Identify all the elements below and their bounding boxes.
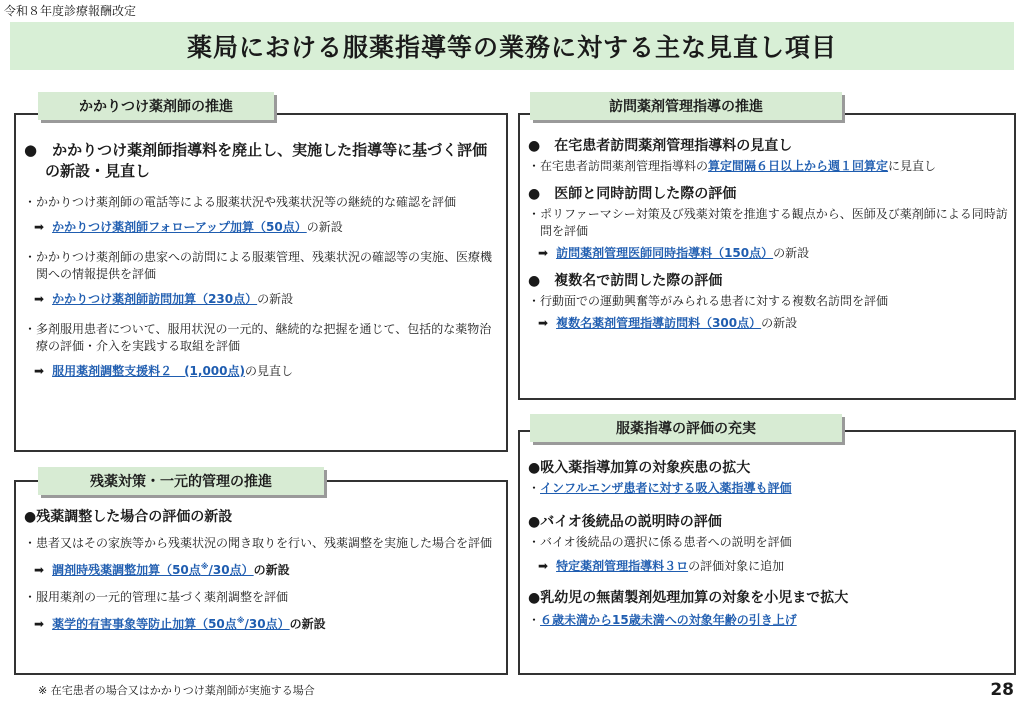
fee-link[interactable]: 算定間隔６日以上から週１回算定	[708, 159, 889, 173]
item-description: ・患者又はその家族等から残薬状況の聞き取りを行い、残薬調整を実施した場合を評価	[24, 536, 493, 550]
arrow-icon: ➡	[34, 364, 45, 378]
fukuyaku-section	[528, 513, 1010, 575]
section-description: ・ポリファーマシー対策及び残薬対策を推進する観点から、医師及び薬剤師による同時訪問を評価	[528, 207, 1008, 238]
houmon-tab: 訪問薬剤管理指導の推進	[530, 92, 842, 120]
section-description: ・バイオ後続品の選択に係る患者への説明を評価	[528, 535, 792, 549]
zanyaku-tab: 残薬対策・一元的管理の推進	[38, 467, 324, 495]
item-description: ・多剤服用患者について、服用状況の一元的、継続的な把握を通じて、包括的な薬物治療の評価・介入を実践する取組を評価	[24, 322, 492, 353]
kakaritsuke-heading: ● かかりつけ薬剤師指導料を廃止し、実施した指導等に基づく評価の新設・見直し	[24, 141, 488, 180]
fee-link[interactable]: かかりつけ薬剤師訪問加算（230点）	[52, 292, 258, 306]
fee-suffix: の新設	[289, 617, 326, 631]
fukuyaku-section	[528, 589, 1010, 629]
section-heading: ●乳幼児の無菌製剤処理加算の対象を小児まで拡大	[528, 590, 849, 606]
item-result	[24, 612, 500, 633]
fee-link[interactable]: ６歳未満から15歳未満への対象年齢の引き上げ	[540, 613, 797, 627]
item-result	[24, 362, 500, 380]
section-heading: ● 複数名で訪問した際の評価	[528, 273, 723, 289]
arrow-icon: ➡	[34, 292, 45, 306]
houmon-section	[528, 137, 1010, 175]
fee-suffix: の評価対象に追加	[688, 559, 785, 573]
item-description: ・かかりつけ薬剤師の患家への訪問による服薬管理、残薬状況の確認等の実施、医療機関への情報提供を評価	[24, 250, 493, 281]
revision-year-label: 令和８年度診療報酬改定	[4, 4, 137, 18]
item-result	[528, 314, 1010, 332]
fukuyaku-section	[528, 459, 1010, 497]
item-description: ・かかりつけ薬剤師の電話等による服薬状況や残薬状況等の継続的な確認を評価	[24, 195, 457, 209]
kakaritsuke-item	[24, 321, 500, 380]
section-heading: ● 医師と同時訪問した際の評価	[528, 186, 737, 202]
fee-suffix: の新設	[257, 292, 294, 306]
zanyaku-heading: ●残薬調整した場合の評価の新設	[24, 509, 233, 525]
item-result	[24, 290, 500, 308]
fee-link[interactable]: かかりつけ薬剤師フォローアップ加算（50点）	[52, 220, 307, 234]
zanyaku-content	[24, 508, 500, 633]
fee-link[interactable]: 薬学的有害事象等防止加算（50点※/30点）	[52, 616, 290, 631]
fee-link[interactable]: 服用薬剤調整支援料２ (1,000点)	[52, 364, 245, 378]
item-result	[24, 218, 500, 236]
section-heading: ●バイオ後続品の説明時の評価	[528, 514, 722, 530]
fee-link[interactable]: インフルエンザ患者に対する吸入薬指導も評価	[540, 481, 792, 495]
houmon-section	[528, 185, 1010, 262]
fee-link[interactable]: 調剤時残薬調整加算（50点※/30点）	[52, 562, 254, 577]
section-description: ・インフルエンザ患者に対する吸入薬指導も評価	[528, 481, 792, 495]
section-description: ・６歳未満から15歳未満への対象年齢の引き上げ	[528, 613, 797, 627]
item-result	[528, 244, 1010, 262]
arrow-icon: ➡	[538, 316, 549, 330]
kakaritsuke-tab: かかりつけ薬剤師の推進	[38, 92, 274, 120]
section-heading: ●吸入薬指導加算の対象疾患の拡大	[528, 460, 751, 476]
fee-link[interactable]: 特定薬剤管理指導料３ロ	[556, 559, 689, 573]
kakaritsuke-item	[24, 194, 500, 236]
arrow-icon: ➡	[538, 246, 549, 260]
houmon-content	[528, 137, 1010, 332]
fukuyaku-content	[528, 459, 1010, 629]
item-description: ・服用薬剤の一元的管理に基づく薬剤調整を評価	[24, 590, 289, 604]
page-title-bar	[10, 22, 1014, 70]
fee-suffix: の新設	[253, 563, 290, 577]
page-title: 薬局における服薬指導等の業務に対する主な見直し項目	[186, 33, 837, 62]
section-heading: ● 在宅患者訪問薬剤管理指導料の見直し	[528, 138, 793, 154]
houmon-section	[528, 272, 1010, 332]
arrow-icon: ➡	[34, 563, 45, 577]
item-result	[24, 558, 500, 579]
section-description: ・行動面での運動興奮等がみられる患者に対する複数名訪問を評価	[528, 294, 889, 308]
fukuyaku-tab: 服薬指導の評価の充実	[530, 414, 842, 442]
arrow-icon: ➡	[34, 220, 45, 234]
arrow-icon: ➡	[538, 559, 549, 573]
section-description: ・在宅患者訪問薬剤管理指導料の算定間隔６日以上から週１回算定に見直し	[528, 159, 937, 173]
fee-suffix: の新設	[773, 246, 810, 260]
arrow-icon: ➡	[34, 617, 45, 631]
fee-link[interactable]: 訪問薬剤管理医師同時指導料（150点）	[556, 246, 774, 260]
footnote: ※ 在宅患者の場合又はかかりつけ薬剤師が実施する場合	[38, 684, 315, 697]
zanyaku-item	[24, 535, 500, 579]
page-number: 28	[990, 680, 1014, 700]
item-result	[528, 557, 1010, 575]
fee-suffix: の新設	[761, 316, 798, 330]
kakaritsuke-item	[24, 249, 500, 308]
fee-suffix: の見直し	[245, 364, 294, 378]
kakaritsuke-content	[24, 140, 500, 380]
fee-suffix: の新設	[306, 220, 343, 234]
zanyaku-item	[24, 589, 500, 633]
fee-link[interactable]: 複数名薬剤管理指導訪問料（300点）	[556, 316, 762, 330]
